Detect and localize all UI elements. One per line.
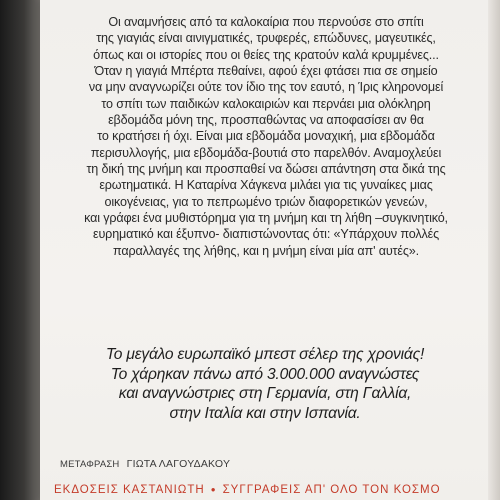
synopsis-line: και γράφει ένα μυθιστόρημα για τη μνήμη και τη λήθη –συγκινητικό, bbox=[84, 211, 448, 226]
synopsis-line: περισυλλογής, μια εβδομάδα-βουτιά στο παρελθόν. Αναμοχλεύει bbox=[90, 145, 442, 160]
series-name: ΣΥΓΓΡΑΦΕΙΣ ΑΠ' ΟΛΟ ΤΟΝ ΚΟΣΜΟ bbox=[222, 484, 441, 496]
translation-label: ΜΕΤΑΦΡΑΣΗ bbox=[60, 459, 120, 470]
cover-right-edge bbox=[488, 0, 500, 500]
synopsis-line: τη δική της μνήμη και προσπαθεί να δώσει απάντηση στα δικά της bbox=[86, 162, 446, 177]
tagline-line: και αναγνώστριες στη Γερμανία, στη Γαλλία, bbox=[118, 385, 412, 402]
translator-credit bbox=[60, 458, 230, 470]
publisher-name: ΕΚΔΟΣΕΙΣ ΚΑΣΤΑΝΙΩΤΗ bbox=[54, 484, 205, 496]
bestseller-tagline bbox=[60, 345, 470, 423]
synopsis-line: Οι αναμνήσεις από τα καλοκαίρια που περνούσε στο σπίτι bbox=[108, 15, 424, 29]
synopsis-line: οικογένειας, για το πεπρωμένο τριών διαφορετικών γενεών, bbox=[104, 194, 428, 209]
synopsis-line: παραλλαγές της λήθης, και η μνήμη είναι μία απ' αυτές». bbox=[113, 243, 419, 258]
synopsis-text bbox=[56, 14, 476, 259]
synopsis-line: Όταν η γιαγιά Μπέρτα πεθαίνει, αφού έχει φτάσει πια σε σημείο bbox=[94, 64, 438, 79]
synopsis-line: ευρηματικό και έξυπνο- διαπιστώνοντας ότι: «Υπάρχουν πολλές bbox=[92, 227, 439, 242]
publisher-footer bbox=[54, 484, 484, 496]
tagline-line: στην Ιταλία και στην Ισπανία. bbox=[169, 404, 361, 422]
synopsis-line: το σπίτι των παιδικών καλοκαιριών και περνάει μια ολόκληρη bbox=[101, 96, 431, 111]
synopsis-line: εβδομάδα μόνη της, προσπαθώντας να αποφασίσει αν θα bbox=[108, 113, 424, 128]
synopsis-line: όπως και οι ιστορίες που οι θείες της κρατούν καλά κρυμμένες... bbox=[93, 47, 439, 62]
translator-name: ΓΙΩΤΑ ΛΑΓΟΥΔΑΚΟΥ bbox=[126, 458, 231, 470]
synopsis-line: το κρατήσει ή όχι. Είναι μια εβδομάδα μοναχική, μια εβδομάδα bbox=[97, 129, 435, 144]
synopsis-line: της γιαγιάς είναι αινιγματικές, τρυφερές, επώδυνες, μαγευτικές, bbox=[96, 31, 436, 46]
synopsis-line: να μην αναγνωρίζει ούτε τον ίδιο της τον εαυτό, η Ίρις κληρονομεί bbox=[88, 80, 444, 95]
tagline-line: Το μεγάλο ευρωπαϊκό μπεστ σέλερ της χρονιάς! bbox=[105, 346, 425, 363]
synopsis-line: ερωτηματικά. Η Καταρίνα Χάγκενα μιλάει για τις γυναίκες μιας bbox=[99, 178, 433, 193]
bullet-separator: ● bbox=[210, 485, 217, 494]
background-shadow bbox=[0, 0, 40, 500]
tagline-line: Το χάρηκαν πάνω από 3.000.000 αναγνώστες bbox=[110, 365, 420, 383]
